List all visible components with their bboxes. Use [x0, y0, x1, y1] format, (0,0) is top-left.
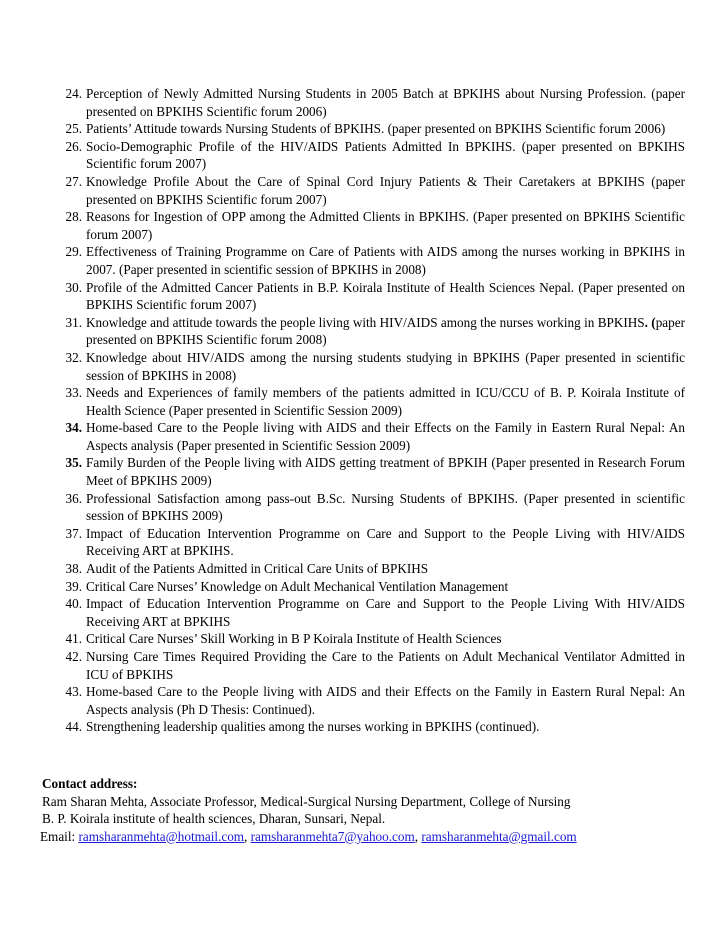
publication-number: 28.	[65, 209, 82, 225]
email-label: Email:	[40, 828, 79, 844]
publication-number: 38.	[65, 561, 82, 577]
email-link-gmail[interactable]: ramsharanmehta@gmail.com	[421, 828, 577, 844]
publication-item	[0, 490, 728, 525]
publication-text: Impact of Education Intervention Programme on Care and Support to the People Living With HIV/AIDS Receiving ART at BPKIHS	[86, 596, 685, 629]
publication-text: Nursing Care Times Required Providing the Care to the Patients on Adult Mechanical Ventilator Admitted in ICU of BPKIHS	[86, 649, 685, 682]
publication-number: 33.	[65, 385, 82, 401]
contact-heading: Contact address:	[42, 776, 138, 791]
contact-name-line: Ram Sharan Mehta, Associate Professor, Medical-Surgical Nursing Department, College of Nursing	[42, 793, 571, 809]
publication-number: 40.	[65, 596, 82, 612]
publication-text: Knowledge about HIV/AIDS among the nursing students studying in BPKIHS (Paper presented in scientific session of BPKIHS in 2008)	[86, 349, 685, 383]
publication-item	[0, 419, 728, 454]
publication-item	[0, 208, 728, 243]
publication-number: 37.	[65, 525, 82, 541]
publication-text: Profile of the Admitted Cancer Patients in B.P. Koirala Institute of Health Sciences Nepal. (Paper presented on BPKIHS Scientific forum 2007)	[86, 279, 685, 313]
publication-text: Audit of the Patients Admitted in Critical Care Units of BPKIHS	[86, 561, 429, 577]
publication-item	[0, 454, 728, 489]
publication-text: Patients’ Attitude towards Nursing Students of BPKIHS. (paper presented on BPKIHS Scientific forum 2006)	[86, 121, 666, 137]
publication-text: Knowledge Profile About the Care of Spinal Cord Injury Patients & Their Caretakers at BPKIHS (paper presented on BPKIHS Scientific forum 2007)	[86, 173, 685, 207]
publication-text: Strengthening leadership qualities among the nurses working in BPKIHS (continued).	[86, 719, 540, 735]
publication-item	[0, 718, 728, 736]
publication-number: 43.	[65, 684, 82, 700]
email-link-yahoo[interactable]: ramsharanmehta7@yahoo.com	[250, 828, 415, 844]
publication-text: Home-based Care to the People living with AIDS and their Effects on the Family in Eastern Rural Nepal: An Aspects analysis (Paper presented in Scientific Session 2009)	[86, 420, 685, 453]
publication-item	[0, 85, 728, 120]
contact-email-line	[40, 828, 702, 846]
publication-text-bold: . (	[644, 314, 656, 330]
publication-number: 41.	[65, 631, 82, 647]
publication-number: 32.	[65, 349, 82, 365]
publication-text: Impact of Education Intervention Programme on Care and Support to the People Living with HIV/AIDS Receiving ART at BPKIHS.	[86, 525, 685, 559]
publication-item	[0, 173, 728, 208]
publication-number: 36.	[65, 490, 82, 506]
publication-item	[0, 120, 728, 138]
publication-number: 39.	[65, 578, 82, 594]
publication-item	[0, 138, 728, 173]
publication-number: 29.	[65, 244, 82, 260]
publication-number: 31.	[65, 314, 82, 330]
publication-item	[0, 525, 728, 560]
publication-number: 26.	[65, 138, 82, 154]
publication-item	[0, 683, 728, 718]
publication-number: 24.	[65, 86, 82, 101]
publication-number: 25.	[65, 121, 82, 137]
publication-text: Needs and Experiences of family members of the patients admitted in ICU/CCU of B. P. Koirala Institute of Health Science (Paper presented in Scientific Session 2009)	[86, 385, 685, 418]
publication-item	[0, 578, 728, 596]
publication-item	[0, 595, 728, 630]
publication-text: Home-based Care to the People living with AIDS and their Effects on the Family in Eastern Rural Nepal: An Aspects analysis (Ph D Thesis: Continued).	[86, 684, 685, 717]
publication-number: 44.	[65, 719, 82, 735]
publication-number: 42.	[65, 649, 82, 664]
publication-number: 30.	[65, 279, 82, 295]
publication-text: Critical Care Nurses’ Skill Working in B P Koirala Institute of Health Sciences	[86, 631, 502, 647]
publication-item	[0, 314, 728, 349]
publication-text: Professional Satisfaction among pass-out B.Sc. Nursing Students of BPKIHS. (Paper presented in scientific session of BPKIHS 2009)	[86, 490, 685, 524]
publication-number: 27.	[65, 173, 82, 189]
publication-item	[0, 349, 728, 384]
publication-text: Effectiveness of Training Programme on Care of Patients with AIDS among the nurses working in BPKIHS in 2007. (Paper presented in scientific session of BPKIHS in 2008)	[86, 244, 685, 277]
email-separator: ,	[414, 828, 422, 844]
publication-number: 35.	[65, 455, 82, 471]
contact-institute-line: B. P. Koirala institute of health sciences, Dharan, Sunsari, Nepal.	[42, 811, 386, 827]
publication-item	[0, 560, 728, 578]
publication-text: Family Burden of the People living with AIDS getting treatment of BPKIH (Paper presented in Research Forum Meet of BPKIHS 2009)	[86, 455, 685, 489]
publication-item	[0, 648, 728, 683]
contact-section	[42, 775, 702, 845]
publication-number: 34.	[65, 420, 82, 436]
publication-text: paper presented on BPKIHS Scientific forum 2008)	[86, 314, 685, 348]
publication-text: Socio-Demographic Profile of the HIV/AIDS Patients Admitted In BPKIHS. (paper presented on BPKIHS Scientific forum 2007)	[86, 138, 685, 172]
publication-item	[0, 384, 728, 419]
publication-text: Perception of Newly Admitted Nursing Students in 2005 Batch at BPKIHS about Nursing Profession. (paper presented on BPKIHS Scientific forum 2006)	[86, 86, 685, 119]
publication-item	[0, 279, 728, 314]
publication-text: Critical Care Nurses’ Knowledge on Adult Mechanical Ventilation Management	[86, 578, 509, 594]
publication-text: Knowledge and attitude towards the people living with HIV/AIDS among the nurses working in BPKIHS	[86, 314, 645, 330]
publication-item	[0, 243, 728, 278]
publication-item	[0, 630, 728, 648]
publication-text: Reasons for Ingestion of OPP among the Admitted Clients in BPKIHS. (Paper presented on BPKIHS Scientific forum 2007)	[86, 209, 685, 242]
publication-list	[0, 85, 728, 736]
email-link-hotmail[interactable]: ramsharanmehta@hotmail.com	[78, 828, 245, 844]
email-separator: ,	[244, 828, 251, 844]
